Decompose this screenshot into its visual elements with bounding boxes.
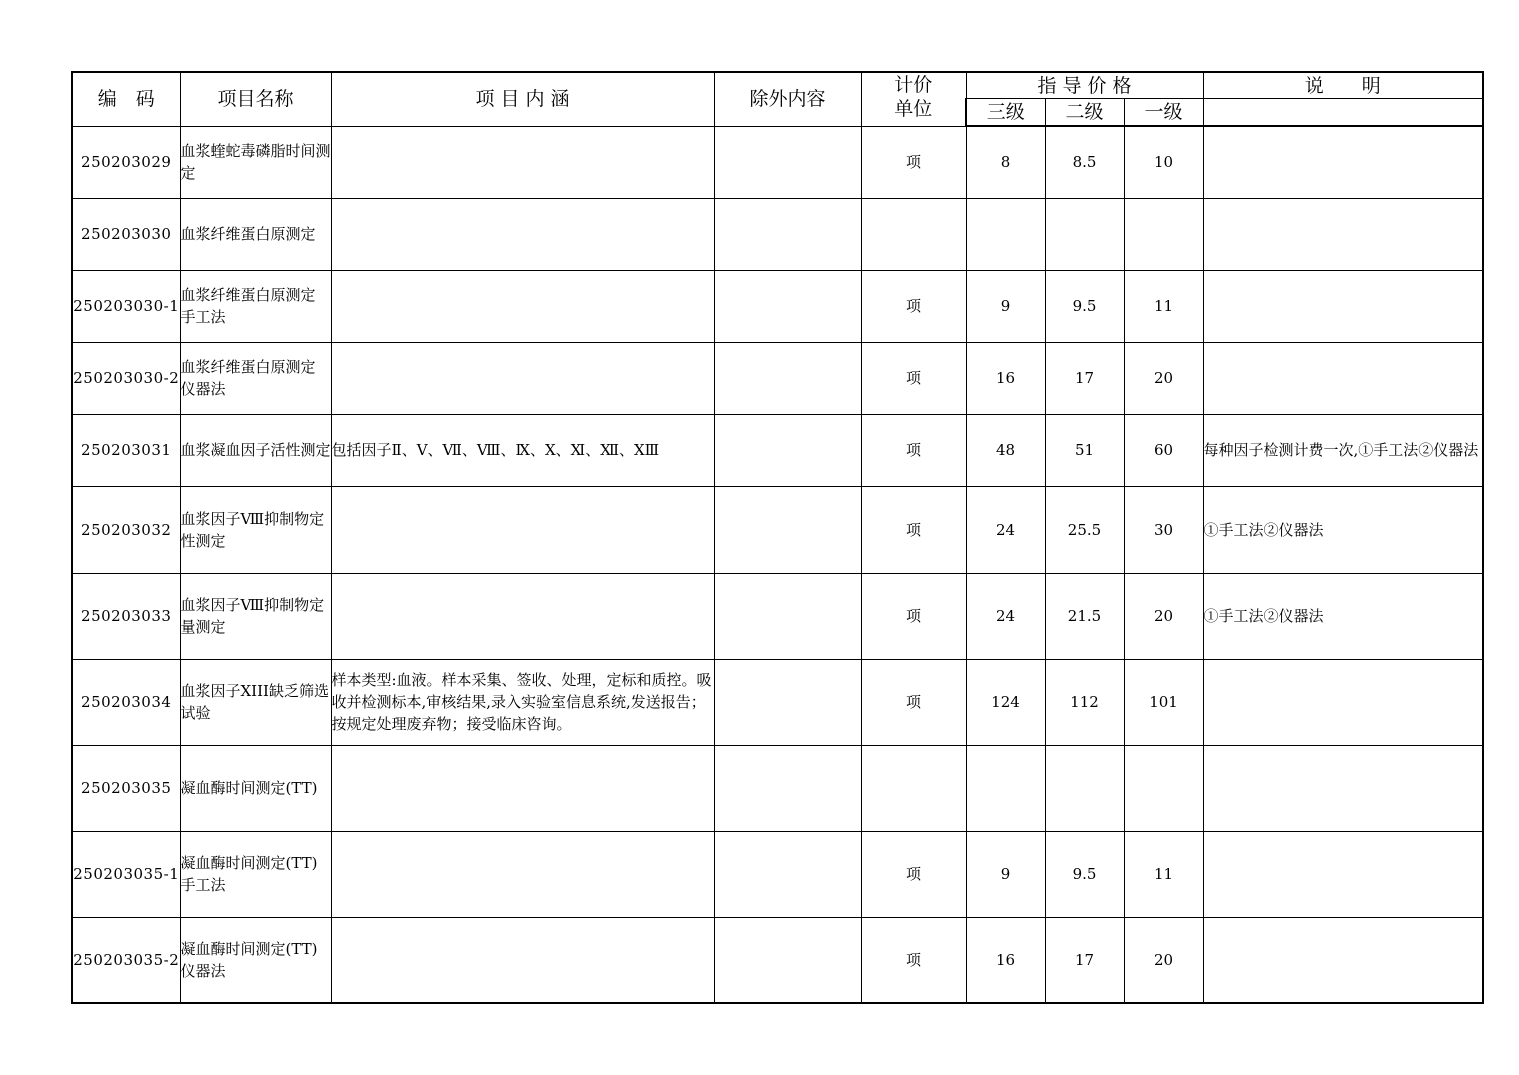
price-level3: 9 bbox=[966, 270, 1045, 342]
item-unit bbox=[861, 745, 966, 831]
header-level3: 三级 bbox=[966, 99, 1045, 127]
item-name: 凝血酶时间测定(TT) 手工法 bbox=[180, 831, 331, 917]
item-note bbox=[1203, 745, 1483, 831]
header-level2: 二级 bbox=[1045, 99, 1124, 127]
price-level2: 8.5 bbox=[1045, 126, 1124, 198]
price-level1: 30 bbox=[1124, 486, 1203, 573]
item-name: 凝血酶时间测定(TT) bbox=[180, 745, 331, 831]
item-code: 250203035-1 bbox=[72, 831, 180, 917]
table-body bbox=[72, 126, 1483, 1003]
item-note bbox=[1203, 270, 1483, 342]
table-row bbox=[72, 198, 1483, 270]
item-exclude bbox=[714, 573, 861, 659]
item-unit bbox=[861, 198, 966, 270]
price-level1: 10 bbox=[1124, 126, 1203, 198]
item-note bbox=[1203, 126, 1483, 198]
item-content bbox=[331, 342, 714, 414]
price-level1: 20 bbox=[1124, 917, 1203, 1003]
item-content bbox=[331, 745, 714, 831]
item-note: ①手工法②仪器法 bbox=[1203, 573, 1483, 659]
item-note: 每种因子检测计费一次,①手工法②仪器法 bbox=[1203, 414, 1483, 486]
item-content: 包括因子Ⅱ、Ⅴ、Ⅶ、Ⅷ、Ⅸ、Ⅹ、Ⅺ、Ⅻ、XⅢ bbox=[331, 414, 714, 486]
price-level3: 9 bbox=[966, 831, 1045, 917]
price-level3: 8 bbox=[966, 126, 1045, 198]
table-row bbox=[72, 342, 1483, 414]
item-unit: 项 bbox=[861, 342, 966, 414]
price-level3 bbox=[966, 745, 1045, 831]
item-unit: 项 bbox=[861, 659, 966, 745]
table-row bbox=[72, 270, 1483, 342]
item-exclude bbox=[714, 270, 861, 342]
item-code: 250203030-1 bbox=[72, 270, 180, 342]
item-content bbox=[331, 270, 714, 342]
item-code: 250203029 bbox=[72, 126, 180, 198]
item-note bbox=[1203, 659, 1483, 745]
item-note bbox=[1203, 917, 1483, 1003]
price-level2: 112 bbox=[1045, 659, 1124, 745]
header-price-group: 指 导 价 格 bbox=[966, 72, 1203, 99]
item-unit: 项 bbox=[861, 486, 966, 573]
price-level3: 16 bbox=[966, 917, 1045, 1003]
price-level2 bbox=[1045, 745, 1124, 831]
price-level1: 11 bbox=[1124, 270, 1203, 342]
price-level2: 9.5 bbox=[1045, 831, 1124, 917]
item-name: 血浆凝血因子活性测定 bbox=[180, 414, 331, 486]
header-name: 项目名称 bbox=[180, 72, 331, 126]
table-row bbox=[72, 917, 1483, 1003]
item-unit: 项 bbox=[861, 126, 966, 198]
item-name: 血浆纤维蛋白原测定 手工法 bbox=[180, 270, 331, 342]
item-code: 250203033 bbox=[72, 573, 180, 659]
item-exclude bbox=[714, 831, 861, 917]
item-unit: 项 bbox=[861, 831, 966, 917]
price-level3: 48 bbox=[966, 414, 1045, 486]
table-row bbox=[72, 745, 1483, 831]
item-exclude bbox=[714, 745, 861, 831]
header-level1: 一级 bbox=[1124, 99, 1203, 127]
item-name: 血浆纤维蛋白原测定 仪器法 bbox=[180, 342, 331, 414]
header-row-1 bbox=[72, 72, 1483, 99]
item-code: 250203030 bbox=[72, 198, 180, 270]
table-row bbox=[72, 573, 1483, 659]
item-content bbox=[331, 486, 714, 573]
item-unit: 项 bbox=[861, 270, 966, 342]
price-table bbox=[71, 71, 1484, 1004]
item-code: 250203031 bbox=[72, 414, 180, 486]
item-content bbox=[331, 917, 714, 1003]
item-exclude bbox=[714, 198, 861, 270]
price-level2: 9.5 bbox=[1045, 270, 1124, 342]
price-level2 bbox=[1045, 198, 1124, 270]
price-level1: 20 bbox=[1124, 573, 1203, 659]
header-note: 说 明 bbox=[1203, 72, 1483, 99]
item-code: 250203035 bbox=[72, 745, 180, 831]
price-level2: 21.5 bbox=[1045, 573, 1124, 659]
item-exclude bbox=[714, 486, 861, 573]
table-row bbox=[72, 831, 1483, 917]
item-unit: 项 bbox=[861, 573, 966, 659]
price-level1: 101 bbox=[1124, 659, 1203, 745]
table-row bbox=[72, 486, 1483, 573]
table-header bbox=[72, 72, 1483, 126]
item-exclude bbox=[714, 414, 861, 486]
item-exclude bbox=[714, 917, 861, 1003]
header-note-blank bbox=[1203, 99, 1483, 127]
item-name: 血浆纤维蛋白原测定 bbox=[180, 198, 331, 270]
item-code: 250203032 bbox=[72, 486, 180, 573]
price-level2: 17 bbox=[1045, 342, 1124, 414]
item-note bbox=[1203, 198, 1483, 270]
item-content bbox=[331, 831, 714, 917]
price-level1: 60 bbox=[1124, 414, 1203, 486]
table-row bbox=[72, 659, 1483, 745]
item-exclude bbox=[714, 126, 861, 198]
item-unit: 项 bbox=[861, 414, 966, 486]
item-note bbox=[1203, 342, 1483, 414]
price-level3: 16 bbox=[966, 342, 1045, 414]
price-level1 bbox=[1124, 745, 1203, 831]
header-exclude: 除外内容 bbox=[714, 72, 861, 126]
price-level3: 24 bbox=[966, 573, 1045, 659]
price-level3 bbox=[966, 198, 1045, 270]
item-name: 凝血酶时间测定(TT) 仪器法 bbox=[180, 917, 331, 1003]
item-exclude bbox=[714, 342, 861, 414]
item-name: 血浆因子Ⅷ抑制物定性测定 bbox=[180, 486, 331, 573]
item-unit: 项 bbox=[861, 917, 966, 1003]
price-level1: 11 bbox=[1124, 831, 1203, 917]
price-level3: 124 bbox=[966, 659, 1045, 745]
header-unit: 计价 单位 bbox=[861, 72, 966, 126]
item-code: 250203030-2 bbox=[72, 342, 180, 414]
item-content bbox=[331, 573, 714, 659]
price-level2: 17 bbox=[1045, 917, 1124, 1003]
price-level1 bbox=[1124, 198, 1203, 270]
table-row bbox=[72, 414, 1483, 486]
item-code: 250203035-2 bbox=[72, 917, 180, 1003]
price-level2: 25.5 bbox=[1045, 486, 1124, 573]
item-content: 样本类型:血液。样本采集、签收、处理，定标和质控。吸收并检测标本,审核结果,录入实验室信息系统,发送报告；按规定处理废弃物；接受临床咨询。 bbox=[331, 659, 714, 745]
item-content bbox=[331, 126, 714, 198]
item-code: 250203034 bbox=[72, 659, 180, 745]
price-level2: 51 bbox=[1045, 414, 1124, 486]
item-note: ①手工法②仪器法 bbox=[1203, 486, 1483, 573]
price-level3: 24 bbox=[966, 486, 1045, 573]
price-level1: 20 bbox=[1124, 342, 1203, 414]
item-name: 血浆蝰蛇毒磷脂时间测定 bbox=[180, 126, 331, 198]
item-exclude bbox=[714, 659, 861, 745]
header-content: 项 目 内 涵 bbox=[331, 72, 714, 126]
item-name: 血浆因子XIII缺乏筛选试验 bbox=[180, 659, 331, 745]
header-code: 编 码 bbox=[72, 72, 180, 126]
item-name: 血浆因子Ⅷ抑制物定量测定 bbox=[180, 573, 331, 659]
item-note bbox=[1203, 831, 1483, 917]
table-row bbox=[72, 126, 1483, 198]
item-content bbox=[331, 198, 714, 270]
